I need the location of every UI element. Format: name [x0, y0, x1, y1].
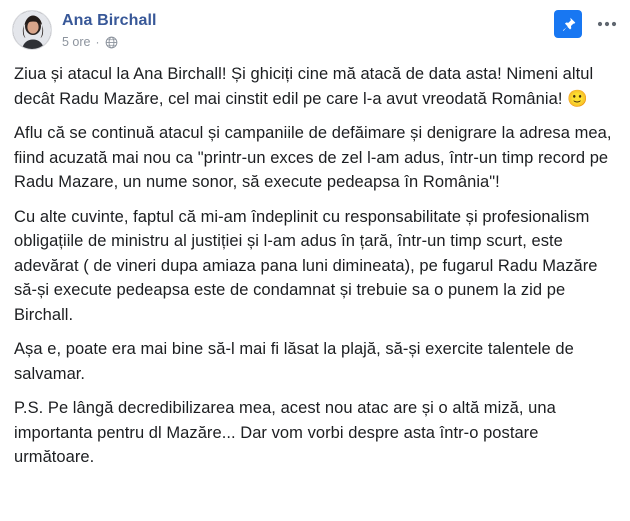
- post-paragraph: Aflu că se continuă atacul și campaniile de defăimare și denigrare la adresa mea, fiind acuzată mai nou ca "printr-un exces de zel l-am adus, într-un timp record pe Radu Mazare, un nume sonor, să execute pedeapsa în România"!: [14, 124, 612, 191]
- post-message: [0, 54, 630, 470]
- post-meta: [62, 34, 157, 50]
- globe-icon[interactable]: [105, 36, 118, 49]
- meta-separator: ·: [95, 35, 100, 49]
- avatar[interactable]: [12, 10, 52, 50]
- pin-icon[interactable]: [554, 10, 582, 38]
- post-author-block: [62, 10, 157, 50]
- post-paragraph: Ziua și atacul la Ana Birchall! Și ghiciți cine mă atacă de data asta! Nimeni altul decât Radu Mazăre, cel mai cinstit edil pe care l-a avut vreodată România! 🙂: [14, 65, 594, 108]
- post-header: [0, 0, 630, 54]
- post-paragraph: Cu alte cuvinte, faptul că mi-am îndeplinit cu responsabilitate și profesionalism obligațiile de ministru al justiției și l-am adus în țară, într-un timp scurt, este adevărat ( de vineri dupa amiaza pana luni dimineata), pe fugarul Radu Mazăre să-și execute pedeapsa este de condamnat și trebuie sa o punem la zid pe Birchall.: [14, 207, 598, 324]
- post-author-name[interactable]: Ana Birchall: [62, 12, 157, 29]
- post-header-actions: [554, 10, 620, 38]
- post-timestamp[interactable]: 5 ore: [62, 35, 91, 49]
- post-paragraph: Așa e, poate era mai bine să-l mai fi lăsat la plajă, să-și exercite talentele de salvamar.: [14, 340, 574, 383]
- post-paragraph: P.S. Pe lângă decredibilizarea mea, acest nou atac are și o altă miză, una importanta pentru dl Mazăre... Dar vom vorbi despre asta într-o postare următoare.: [14, 399, 556, 466]
- ellipsis-icon[interactable]: [594, 12, 620, 36]
